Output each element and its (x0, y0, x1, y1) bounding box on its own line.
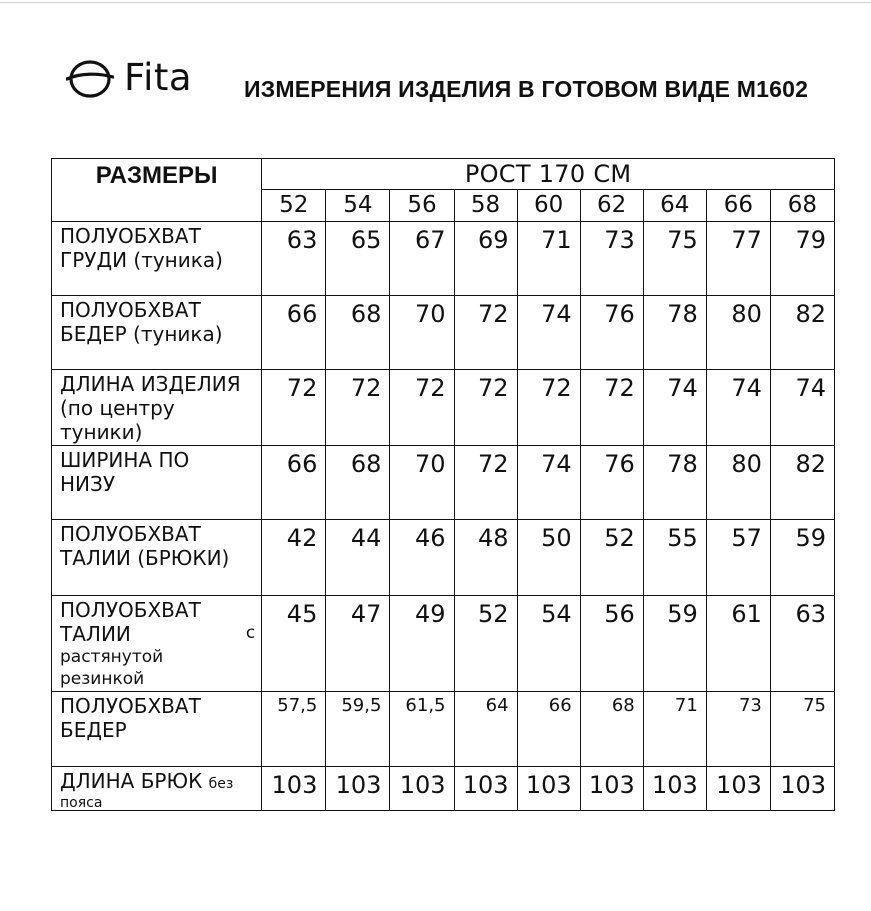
value-cell: 70 (390, 296, 454, 370)
value-cell: 103 (517, 767, 580, 811)
table-row (52, 596, 835, 692)
value-cell: 54 (517, 596, 580, 692)
value-cell: 103 (326, 767, 390, 811)
value-cell: 66 (517, 692, 580, 767)
value-cell: 72 (326, 370, 390, 446)
value-cell: 50 (517, 520, 580, 596)
value-cell: 72 (454, 370, 517, 446)
value-cell: 63 (770, 596, 834, 692)
value-cell: 103 (390, 767, 454, 811)
table-row (52, 520, 835, 596)
brand-logo (66, 56, 192, 98)
value-cell: 78 (643, 296, 706, 370)
size-header-cell: 54 (326, 190, 390, 222)
value-cell: 72 (390, 370, 454, 446)
value-cell: 74 (517, 296, 580, 370)
value-cell: 80 (706, 446, 770, 520)
value-cell: 82 (770, 296, 834, 370)
value-cell: 103 (770, 767, 834, 811)
value-cell: 59,5 (326, 692, 390, 767)
value-cell: 72 (517, 370, 580, 446)
table-row (52, 446, 835, 520)
value-cell: 71 (517, 222, 580, 296)
value-cell: 68 (580, 692, 643, 767)
value-cell: 44 (326, 520, 390, 596)
value-cell: 46 (390, 520, 454, 596)
row-label: ПОЛУОБХВАТ ТАЛИИ (БРЮКИ) (52, 520, 262, 596)
value-cell: 103 (643, 767, 706, 811)
value-cell: 45 (262, 596, 326, 692)
top-divider (0, 2, 871, 3)
value-cell: 77 (706, 222, 770, 296)
value-cell: 68 (326, 296, 390, 370)
value-cell: 103 (706, 767, 770, 811)
value-cell: 103 (262, 767, 326, 811)
size-header-cell: 56 (390, 190, 454, 222)
sizes-header: РАЗМЕРЫ (52, 159, 262, 222)
value-cell: 68 (326, 446, 390, 520)
row-label: ШИРИНА ПО НИЗУ (52, 446, 262, 520)
value-cell: 78 (643, 446, 706, 520)
fita-logo-icon (66, 56, 114, 98)
row-label: ДЛИНА ИЗДЕЛИЯ (по центру туники) (52, 370, 262, 446)
size-header-cell: 60 (517, 190, 580, 222)
size-header-cell: 68 (770, 190, 834, 222)
value-cell: 61 (706, 596, 770, 692)
value-cell: 71 (643, 692, 706, 767)
value-cell: 76 (580, 446, 643, 520)
value-cell: 56 (580, 596, 643, 692)
value-cell: 55 (643, 520, 706, 596)
value-cell: 80 (706, 296, 770, 370)
value-cell: 66 (262, 446, 326, 520)
value-cell: 59 (643, 596, 706, 692)
size-header-cell: 64 (643, 190, 706, 222)
value-cell: 52 (580, 520, 643, 596)
value-cell: 74 (770, 370, 834, 446)
value-cell: 75 (770, 692, 834, 767)
height-header: РОСТ 170 СМ (262, 159, 835, 190)
value-cell: 70 (390, 446, 454, 520)
table-row (52, 767, 835, 811)
value-cell: 57 (706, 520, 770, 596)
size-chart-table (51, 158, 835, 811)
document-title: ИЗМЕРЕНИЯ ИЗДЕЛИЯ В ГОТОВОМ ВИДЕ М1602 (244, 76, 809, 102)
value-cell: 73 (706, 692, 770, 767)
value-cell: 74 (643, 370, 706, 446)
value-cell: 47 (326, 596, 390, 692)
value-cell: 57,5 (262, 692, 326, 767)
value-cell: 63 (262, 222, 326, 296)
value-cell: 79 (770, 222, 834, 296)
row-label: ПОЛУОБХВАТ БЕДЕР (туника) (52, 296, 262, 370)
value-cell: 66 (262, 296, 326, 370)
logo-text: Fita (124, 55, 193, 99)
value-cell: 72 (454, 446, 517, 520)
value-cell: 59 (770, 520, 834, 596)
value-cell: 72 (580, 370, 643, 446)
row-label: ПОЛУОБХВАТ ГРУДИ (туника) (52, 222, 262, 296)
value-cell: 103 (454, 767, 517, 811)
table-row (52, 692, 835, 767)
value-cell: 72 (454, 296, 517, 370)
value-cell: 76 (580, 296, 643, 370)
row-label: ПОЛУОБХВАТ ТАЛИИ с растянутой резинкой (52, 596, 262, 692)
table-row (52, 296, 835, 370)
table-row (52, 222, 835, 296)
size-header-cell: 66 (706, 190, 770, 222)
size-header-cell: 58 (454, 190, 517, 222)
value-cell: 67 (390, 222, 454, 296)
value-cell: 82 (770, 446, 834, 520)
value-cell: 75 (643, 222, 706, 296)
size-header-cell: 52 (262, 190, 326, 222)
value-cell: 49 (390, 596, 454, 692)
row-label: ДЛИНА БРЮК без пояса (52, 767, 262, 811)
size-header-cell: 62 (580, 190, 643, 222)
value-cell: 42 (262, 520, 326, 596)
value-cell: 69 (454, 222, 517, 296)
value-cell: 72 (262, 370, 326, 446)
value-cell: 61,5 (390, 692, 454, 767)
value-cell: 74 (706, 370, 770, 446)
value-cell: 74 (517, 446, 580, 520)
value-cell: 52 (454, 596, 517, 692)
value-cell: 64 (454, 692, 517, 767)
value-cell: 48 (454, 520, 517, 596)
value-cell: 103 (580, 767, 643, 811)
table-row (52, 370, 835, 446)
row-label: ПОЛУОБХВАТ БЕДЕР (52, 692, 262, 767)
value-cell: 65 (326, 222, 390, 296)
value-cell: 73 (580, 222, 643, 296)
